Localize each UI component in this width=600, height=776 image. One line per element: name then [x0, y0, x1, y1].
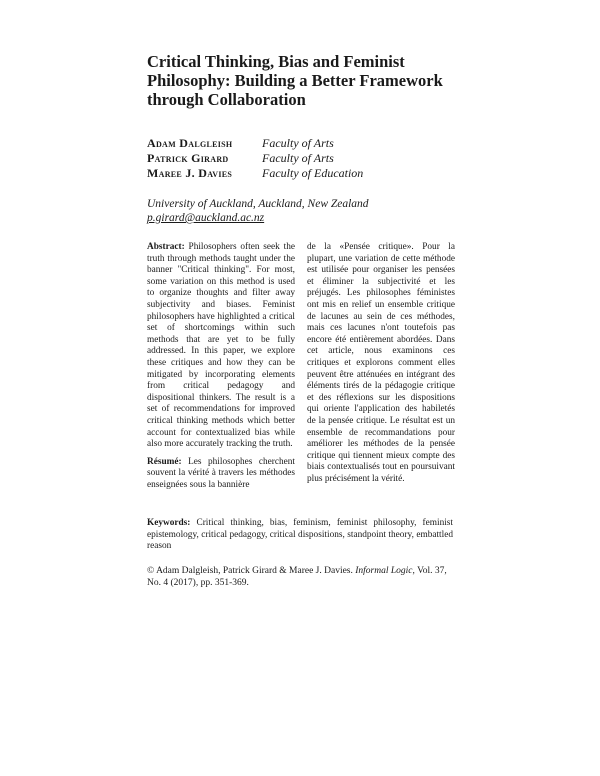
- author-row: [147, 136, 334, 150]
- abstract-label: Abstract:: [147, 242, 185, 252]
- journal-name: Informal Logic: [355, 566, 413, 576]
- author-affiliation: Faculty of Arts: [262, 151, 334, 165]
- resume-text-part1: Les philosophes cherchent souvent la vérité à travers les méthodes enseignées sous la bannière: [147, 456, 296, 490]
- copyright-prefix: © Adam Dalgleish, Patrick Girard & Maree J. Davies.: [147, 566, 353, 576]
- author-affiliation: Faculty of Education: [262, 166, 364, 180]
- author-name: Maree J. Davies: [147, 166, 233, 180]
- abstract-column-right: [307, 242, 455, 485]
- keywords-paragraph: [147, 518, 453, 553]
- copyright-suffix: , Vol. 37, No. 4 (2017), pp. 351-369.: [147, 566, 447, 588]
- paper-title: Critical Thinking, Bias and Feminist Philosophy: Building a Better Framework through Collaboration: [147, 52, 443, 109]
- author-name: Adam Dalgleish: [147, 136, 233, 150]
- author-email-link[interactable]: p.girard@auckland.ac.nz: [147, 212, 265, 224]
- keywords-text: Critical thinking, bias, feminism, feminist philosophy, feminist epistemology, critical pedagogy, critical dispositions, standpoint theory, embattled reason: [147, 518, 453, 552]
- resume-label: Résumé:: [147, 456, 182, 467]
- resume-paragraph: [147, 457, 295, 492]
- keywords-label: Keywords:: [147, 518, 191, 528]
- author-row: [147, 151, 334, 165]
- author-row: [147, 166, 363, 180]
- resume-text-part2: de la «Pensée critique». Pour la plupart, une variation de cette méthode est utilisée pour organiser les pensées et éliminer la subjectivité et les préjugés. Les philosophes féministes ont mis en relief un ensemble critique de lacunes au sein de ces méthodes, mais ces lacunes n'ont toutefois pas encore été entièrement abordées. Dans cet article, nous examinons ces critiques et explorons comment elles peuvent être atténuées en intégrant des éléments tirés de la pédagogie critique et des réflexions sur les dispositions qui oriente l'application des habiletés de la pensée critique. Le résultat est un ensemble de recommandations pour améliorer les méthodes de la pensée critique qui tiennent mieux compte des biais contextualisés tout en poursuivant plus précisément la vérité.: [307, 242, 455, 484]
- author-affiliation: Faculty of Arts: [262, 136, 334, 150]
- abstract-paragraph: [147, 242, 295, 451]
- university-line: University of Auckland, Auckland, New Zealand: [147, 198, 369, 210]
- abstract-text: Philosophers often seek the truth through methods taught under the banner "Critical thinking". For most, some variation on this method is used to organize thoughts and filter away subjectivity and biases. Feminist philosophers have highlighted a critical set of shortcomings within such methods that are yet to be fully addressed. In this paper, we explore these critiques and how they can be mitigated by incorporating elements from critical pedagogy and dispositional thinkers. The result is a set of recommendations for improved critical thinking methods which better account for contextualized bias while also more accurately tracking the truth.: [147, 242, 295, 450]
- author-name: Patrick Girard: [147, 151, 229, 165]
- abstract-column-left: [147, 242, 295, 491]
- copyright-notice: [147, 565, 453, 589]
